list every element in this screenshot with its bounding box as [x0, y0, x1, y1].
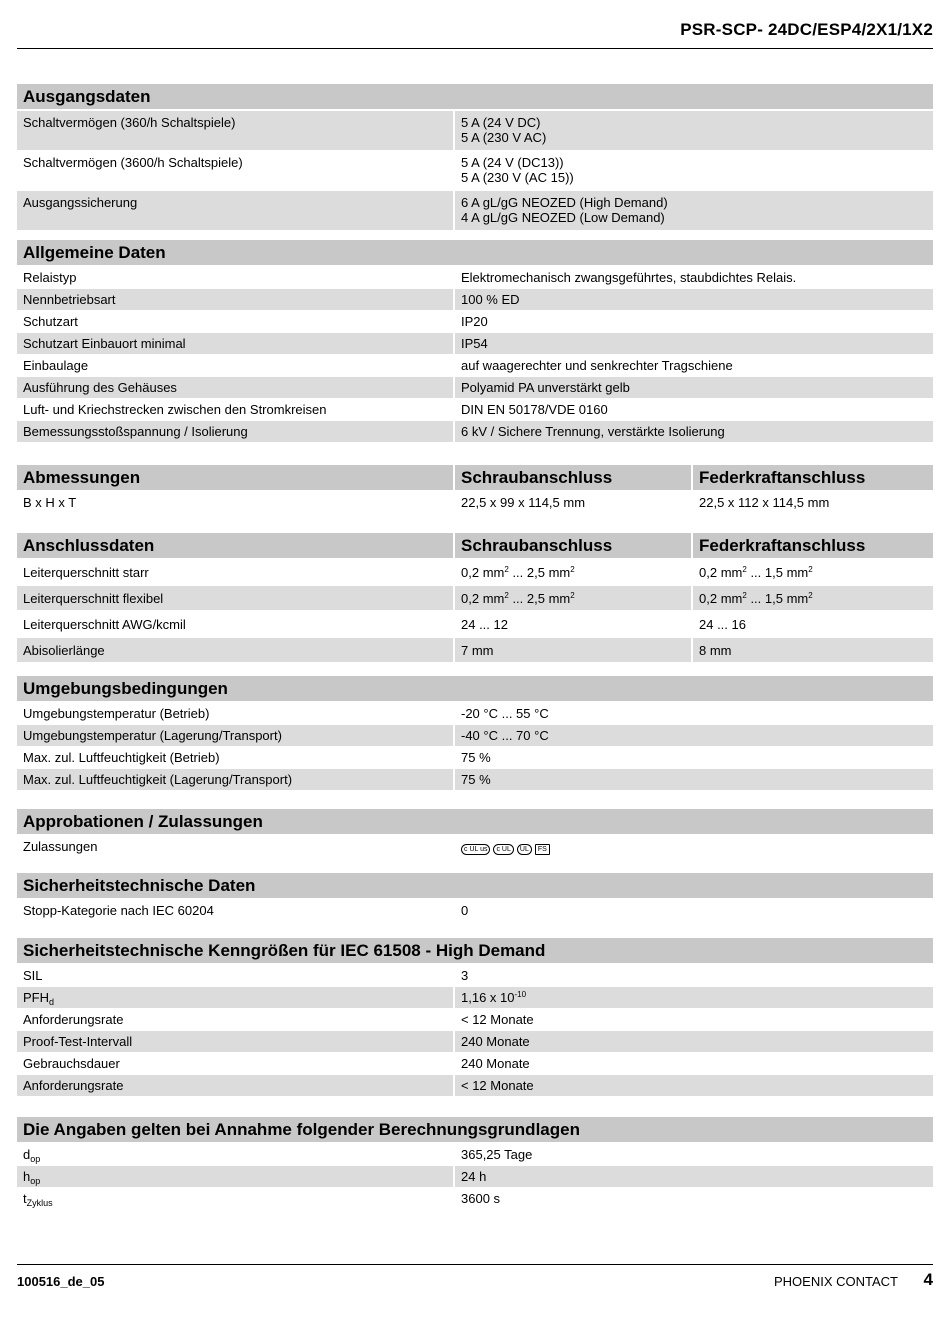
- table-row: [17, 747, 933, 768]
- row-label: Einbaulage: [23, 358, 89, 373]
- row-value-schraub: 22,5 x 99 x 114,5 mm: [461, 495, 586, 510]
- row-value-schraub: 0,2 $mm^2$ ... 2,5 $mm^2$: [455, 586, 691, 610]
- table-row: [17, 1075, 933, 1096]
- column-header-schraub: Schraubanschluss: [455, 465, 691, 490]
- row-label: Zulassungen: [23, 839, 98, 854]
- row-value: 365,25 Tage: [461, 1147, 533, 1162]
- row-value: 100 % ED: [455, 289, 933, 310]
- fs-icon: FS: [535, 844, 550, 855]
- row-value: 6 A gL/gG NEOZED (High Demand) 4 A gL/gG NEOZED (Low Demand): [455, 191, 933, 230]
- row-label: Schaltvermögen (360/h Schaltspiele): [17, 111, 453, 150]
- table-row: [17, 638, 933, 662]
- row-value: auf waagerechter und senkrechter Tragschiene: [461, 358, 733, 373]
- row-label: Nennbetriebsart: [17, 289, 453, 310]
- row-label: Luft- und Kriechstrecken zwischen den Stromkreisen: [23, 402, 327, 417]
- row-value-feder: 8 mm: [693, 638, 933, 662]
- table-row: [17, 725, 933, 746]
- row-value: 3: [461, 968, 469, 983]
- table-row: [17, 289, 933, 310]
- section-abmessungen: [17, 465, 933, 514]
- row-label: Leiterquerschnitt AWG/kcmil: [23, 617, 186, 632]
- row-label: $d_{op}$: [23, 1147, 41, 1164]
- header-divider: [17, 48, 933, 49]
- table-row: [17, 267, 933, 288]
- row-value-feder: 24 ... 16: [699, 617, 746, 632]
- row-label: Ausgangssicherung: [17, 191, 453, 230]
- document-title: PSR-SCP- 24DC/ESP4/2X1/1X2: [680, 20, 933, 39]
- cul-icon: c UL: [493, 844, 513, 855]
- row-label: Leiterquerschnitt flexibel: [17, 586, 453, 610]
- section-title: Abmessungen: [17, 465, 453, 490]
- row-value: 240 Monate: [461, 1056, 530, 1071]
- section-umgebungsbedingungen: [17, 676, 933, 791]
- row-label: Umgebungstemperatur (Lagerung/Transport): [17, 725, 453, 746]
- table-row: [17, 703, 933, 724]
- table-row: [17, 586, 933, 610]
- section-ausgangsdaten: [17, 84, 933, 231]
- company-name: PHOENIX CONTACT: [774, 1274, 898, 1289]
- row-label: $PFH_d$: [17, 987, 453, 1008]
- table-row: [17, 1009, 933, 1030]
- section-title: Sicherheitstechnische Kenngrößen für IEC 61508 - High Demand: [17, 938, 933, 963]
- row-value: 24 h: [455, 1166, 933, 1187]
- section-approbationen: [17, 809, 933, 861]
- row-label: $t_{Zyklus}$: [23, 1191, 53, 1208]
- section-title: Approbationen / Zulassungen: [17, 809, 933, 834]
- row-value: IP54: [455, 333, 933, 354]
- table-row: [17, 399, 933, 420]
- footer-divider: [17, 1264, 933, 1265]
- row-label: Max. zul. Luftfeuchtigkeit (Lagerung/Transport): [17, 769, 453, 790]
- row-label: Relaistyp: [23, 270, 77, 285]
- table-row: [17, 612, 933, 636]
- section-title: Umgebungsbedingungen: [17, 676, 933, 701]
- table-row: [17, 311, 933, 332]
- row-value: IP20: [461, 314, 488, 329]
- row-value: 240 Monate: [455, 1031, 933, 1052]
- table-row: [17, 377, 933, 398]
- ul-icon: UL: [517, 844, 532, 855]
- row-value: [455, 836, 933, 860]
- table-row: [17, 1166, 933, 1187]
- row-value: Elektromechanisch zwangsgeführtes, staubdichtes Relais.: [461, 270, 797, 285]
- table-row: [17, 900, 933, 921]
- table-row: [17, 1053, 933, 1074]
- row-label: SIL: [23, 968, 43, 983]
- row-value: Polyamid PA unverstärkt gelb: [455, 377, 933, 398]
- table-row: [17, 560, 933, 584]
- row-value: 75 %: [455, 769, 933, 790]
- section-berechnungsgrundlagen: [17, 1117, 933, 1210]
- table-row: [17, 1188, 933, 1209]
- row-label: Schaltvermögen (3600/h Schaltspiele): [23, 155, 243, 170]
- table-row: [17, 151, 933, 190]
- row-value: 5 A (24 V DC) 5 A (230 V AC): [455, 111, 933, 150]
- table-row: [17, 191, 933, 230]
- row-value: 3600 s: [461, 1191, 501, 1206]
- column-header-feder: Federkraftanschluss: [693, 465, 933, 490]
- row-label: Stopp-Kategorie nach IEC 60204: [23, 903, 214, 918]
- row-label: Anforderungsrate: [17, 1075, 453, 1096]
- row-label: Umgebungstemperatur (Betrieb): [23, 706, 210, 721]
- table-row: [17, 769, 933, 790]
- row-value: 75 %: [461, 750, 491, 765]
- row-value: -20 °C ... 55 °C: [461, 706, 549, 721]
- column-header-feder: Federkraftanschluss: [693, 533, 933, 558]
- row-value-schraub: 24 ... 12: [461, 617, 508, 632]
- section-allgemeine-daten: [17, 240, 933, 443]
- table-row: [17, 421, 933, 442]
- row-value: -40 °C ... 70 °C: [455, 725, 933, 746]
- section-title: Sicherheitstechnische Daten: [17, 873, 933, 898]
- row-value-schraub: 0,2 $mm^2$ ... 2,5 $mm^2$: [461, 565, 575, 580]
- row-value: 0: [461, 903, 469, 918]
- table-row: [17, 987, 933, 1008]
- document-id: 100516_de_05: [17, 1274, 105, 1289]
- table-row: [17, 1031, 933, 1052]
- section-sicherheitstechnische-daten: [17, 873, 933, 922]
- row-value-schraub: 7 mm: [455, 638, 691, 662]
- row-value: < 12 Monate: [455, 1075, 933, 1096]
- table-row: [17, 111, 933, 150]
- row-label: Proof-Test-Intervall: [17, 1031, 453, 1052]
- section-kenngroessen: [17, 938, 933, 1097]
- row-value: < 12 Monate: [461, 1012, 534, 1027]
- table-row: [17, 333, 933, 354]
- column-header-schraub: Schraubanschluss: [455, 533, 691, 558]
- section-title: Anschlussdaten: [17, 533, 453, 558]
- row-label: B x H x T: [23, 495, 77, 510]
- row-label: Leiterquerschnitt starr: [23, 565, 149, 580]
- cul-us-icon: c UL us: [461, 844, 490, 855]
- row-label: Gebrauchsdauer: [23, 1056, 120, 1071]
- row-label: Ausführung des Gehäuses: [17, 377, 453, 398]
- row-label: $h_{op}$: [17, 1166, 453, 1187]
- table-row: [17, 492, 933, 513]
- row-label: Max. zul. Luftfeuchtigkeit (Betrieb): [23, 750, 220, 765]
- row-value: DIN EN 50178/VDE 0160: [461, 402, 608, 417]
- row-value: 5 A (24 V (DC13)) 5 A (230 V (AC 15)): [461, 155, 574, 185]
- section-anschlussdaten: [17, 533, 933, 663]
- row-value-feder: 0,2 $mm^2$ ... 1,5 $mm^2$: [693, 586, 933, 610]
- page-number: 4: [923, 1270, 933, 1289]
- row-label: Bemessungsstoßspannung / Isolierung: [17, 421, 453, 442]
- row-label: Abisolierlänge: [17, 638, 453, 662]
- row-value: 1,16 x $10^{-10}$: [455, 987, 933, 1008]
- table-row: [17, 1144, 933, 1165]
- row-value: 6 kV / Sichere Trennung, verstärkte Isolierung: [455, 421, 933, 442]
- table-row: [17, 836, 933, 860]
- section-title: Ausgangsdaten: [17, 84, 933, 109]
- section-title: Die Angaben gelten bei Annahme folgender Berechnungsgrundlagen: [17, 1117, 933, 1142]
- section-title: Allgemeine Daten: [17, 240, 933, 265]
- row-label: Anforderungsrate: [23, 1012, 124, 1027]
- row-value-feder: 22,5 x 112 x 114,5 mm: [699, 495, 830, 510]
- row-label: Schutzart Einbauort minimal: [17, 333, 453, 354]
- table-row: [17, 355, 933, 376]
- row-label: Schutzart: [23, 314, 78, 329]
- table-row: [17, 965, 933, 986]
- row-value-feder: 0,2 $mm^2$ ... 1,5 $mm^2$: [699, 565, 813, 580]
